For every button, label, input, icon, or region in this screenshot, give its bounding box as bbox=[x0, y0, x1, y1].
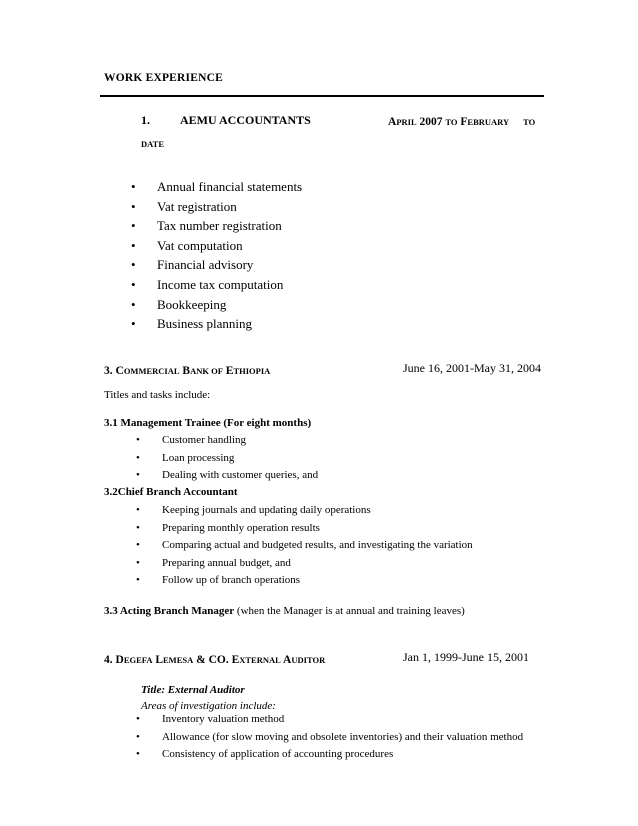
list-item: • Dealing with customer queries, and bbox=[162, 467, 318, 485]
bullet-icon: • bbox=[131, 257, 136, 273]
bullet-icon: • bbox=[131, 276, 136, 292]
section-divider bbox=[100, 95, 544, 97]
list-item: • Bookkeeping bbox=[157, 295, 302, 315]
job1-employer: AEMU ACCOUNTANTS bbox=[180, 113, 311, 127]
list-item: • Follow up of branch operations bbox=[162, 572, 473, 590]
role2-title: 3.2Chief Branch Accountant bbox=[104, 486, 238, 498]
bullet-icon: • bbox=[136, 539, 140, 552]
job3-intro: Titles and tasks include: bbox=[104, 389, 211, 401]
bullet-icon: • bbox=[131, 198, 136, 214]
job4-title: Title: External Auditor bbox=[141, 684, 245, 696]
bullet-icon: • bbox=[136, 574, 140, 587]
list-item: • Financial advisory bbox=[157, 255, 302, 275]
list-item: • Customer handling bbox=[162, 432, 318, 450]
section-heading: WORK EXPERIENCE bbox=[104, 72, 223, 84]
bullet-icon: • bbox=[131, 179, 136, 194]
job1-period: APRIL 2007 TO FEBRUARY TO bbox=[388, 116, 536, 128]
job3-period: June 16, 2001-May 31, 2004 bbox=[403, 361, 541, 375]
bullet-icon: • bbox=[136, 730, 140, 743]
job4-areas-list bbox=[136, 711, 524, 764]
job4-employer: 4. DEGEFA LEMESA & CO. EXTERNAL AUDITOR bbox=[104, 654, 326, 666]
bullet-icon: • bbox=[131, 316, 136, 332]
bullet-icon: • bbox=[136, 713, 140, 725]
job4-period: Jan 1, 1999-June 15, 2001 bbox=[403, 650, 529, 664]
role1-task-list bbox=[136, 432, 319, 485]
list-item: • Business planning bbox=[157, 314, 302, 334]
list-item: • Inventory valuation method bbox=[162, 711, 523, 729]
role3-line bbox=[104, 605, 465, 617]
bullet-icon: • bbox=[131, 237, 136, 253]
bullet-icon: • bbox=[136, 748, 140, 761]
job1-task-list bbox=[131, 177, 303, 334]
role3-note: (when the Manager is at annual and training leaves) bbox=[234, 605, 465, 617]
list-item: • Allowance (for slow moving and obsolete inventories) and their valuation method bbox=[162, 729, 523, 747]
list-item: • Income tax computation bbox=[157, 275, 302, 295]
bullet-icon: • bbox=[136, 521, 140, 534]
job1-date-line: DATE bbox=[141, 139, 164, 149]
list-item: • Preparing annual budget, and bbox=[162, 555, 473, 573]
list-item: • Comparing actual and budgeted results, and investigating the variation bbox=[162, 537, 473, 555]
list-item: • Keeping journals and updating daily operations bbox=[162, 502, 473, 520]
job1-number: 1. bbox=[141, 113, 150, 127]
list-item: • Consistency of application of accounting procedures bbox=[162, 746, 523, 764]
bullet-icon: • bbox=[136, 451, 140, 464]
bullet-icon: • bbox=[136, 504, 140, 516]
list-item: • Loan processing bbox=[162, 450, 318, 468]
list-item: • Tax number registration bbox=[157, 216, 302, 236]
list-item: • Vat registration bbox=[157, 197, 302, 217]
job4-areas-intro: Areas of investigation include: bbox=[141, 700, 276, 712]
list-item: • Vat computation bbox=[157, 236, 302, 256]
bullet-icon: • bbox=[136, 556, 140, 569]
role1-title: 3.1 Management Trainee (For eight months) bbox=[104, 417, 312, 429]
job3-employer: 3. COMMERCIAL BANK OF ETHIOPIA bbox=[104, 365, 271, 377]
list-item: • Preparing monthly operation results bbox=[162, 520, 473, 538]
bullet-icon: • bbox=[131, 296, 136, 312]
list-item: • Annual financial statements bbox=[157, 177, 302, 197]
role3-title: 3.3 Acting Branch Manager bbox=[104, 605, 235, 617]
bullet-icon: • bbox=[136, 434, 140, 446]
bullet-icon: • bbox=[131, 218, 136, 234]
bullet-icon: • bbox=[136, 469, 140, 482]
role2-task-list bbox=[136, 502, 473, 590]
